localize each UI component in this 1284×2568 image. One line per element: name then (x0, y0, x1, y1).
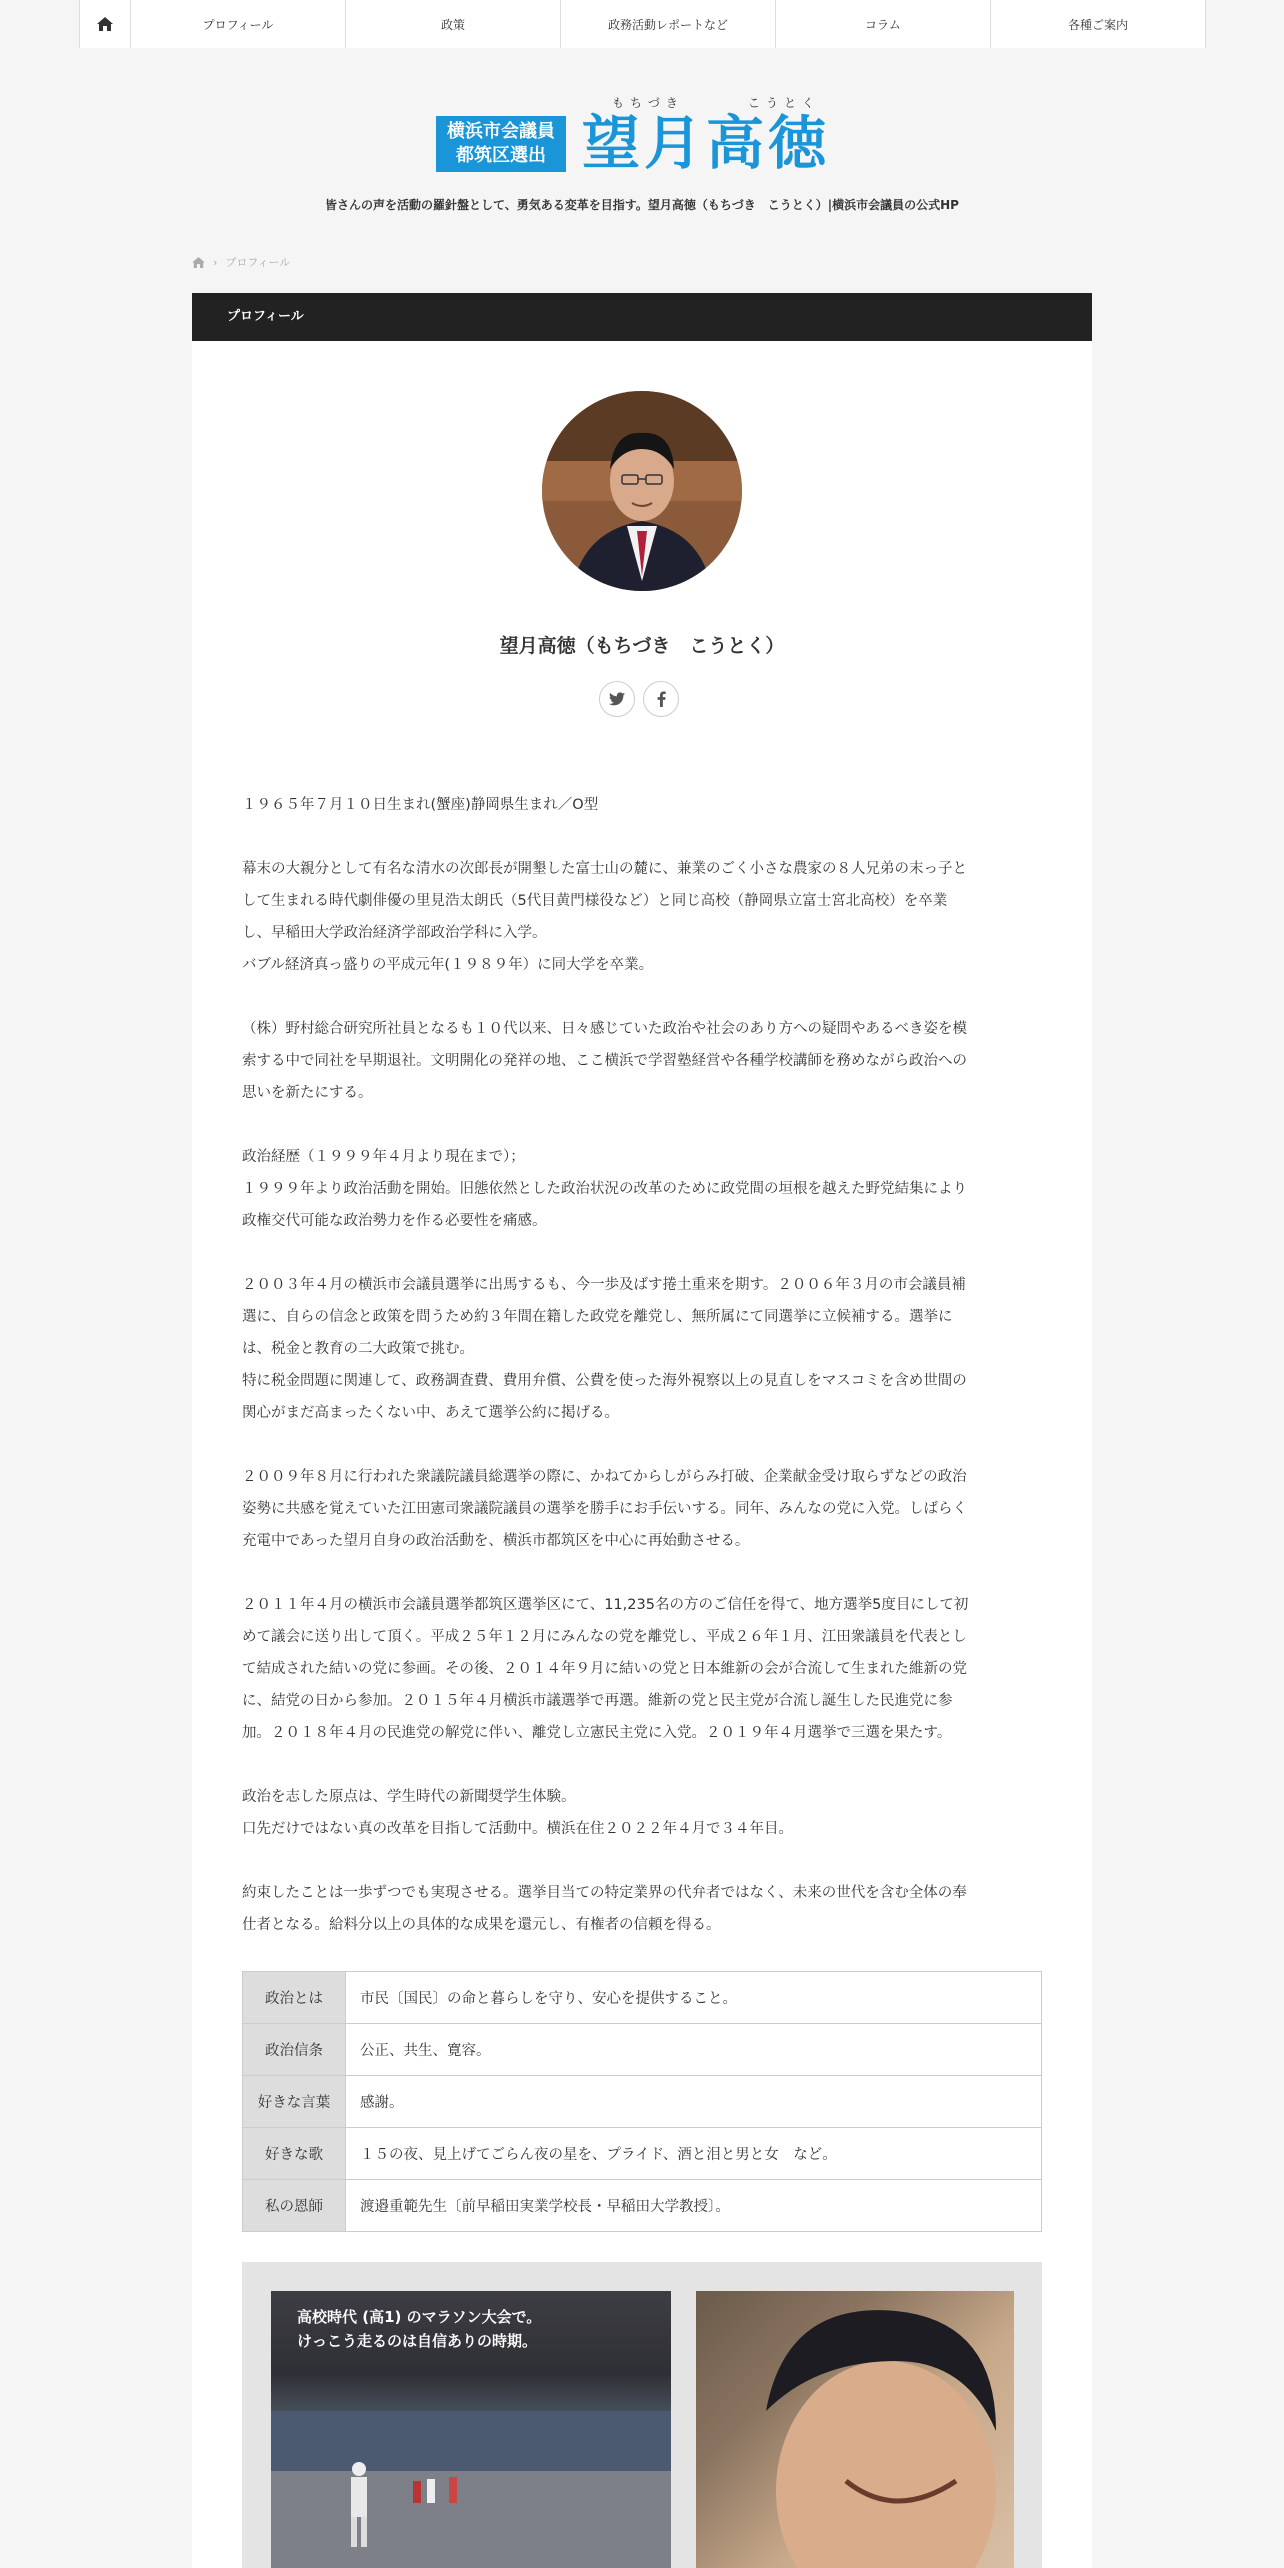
home-button[interactable] (80, 0, 131, 48)
table-key: 好きな言葉 (243, 2076, 346, 2128)
table-key: 好きな歌 (243, 2128, 346, 2180)
site-logo[interactable] (436, 94, 848, 176)
bio-paragraph: ２０１１年４月の横浜市会議員選挙都筑区選挙区にて、11,235名の方のご信任を得て、地方選挙5度目にして初 めて議会に送り出して頂く。平成２５年１２月にみんなの党を離党し、平成２６年１月、江田衆議員を代表とし て結成された結いの党に参画。その後、２０１４年９月に結いの党と日本維新の会が合流して生まれた維新の党 に、結党の日から参加。２０１５年４月横浜市議選挙で再選。維新の党と民主党が合流し誕生した民進党に参 加。２０１８年４月の民進党の解党に伴い、離党し立憲民主党に入党。２０１９年４月選挙で三選を果たす。 (242, 1597, 969, 1741)
photo-gallery (242, 2262, 1042, 2568)
nav-item-column[interactable]: コラム (776, 0, 991, 48)
table-row (243, 2180, 1042, 2232)
nav-item-reports[interactable]: 政務活動レポートなど (561, 0, 776, 48)
logo-ruby-family: もちづき (612, 96, 684, 110)
table-value: 渡邉重範先生〔前早稲田実業学校長・早稲田大学教授〕。 (346, 2180, 1042, 2232)
table-key: 政治信条 (243, 2024, 346, 2076)
table-row (243, 2128, 1042, 2180)
nav-item-guide[interactable]: 各種ご案内 (991, 0, 1206, 48)
table-value: 感謝。 (346, 2076, 1042, 2128)
photo-caption-line2: けっこう走るのは自信ありの時期。 (297, 2332, 538, 2350)
bio-paragraph: 政治経歴（１９９９年４月より現在まで）； １９９９年より政治活動を開始。旧態依然とした政治状況の改革のために政党間の垣根を越えた野党結集により 政権交代可能な政治勢力を作る必要性を痛感。 (242, 1149, 967, 1229)
home-icon[interactable] (192, 257, 205, 268)
nav-bar (79, 0, 1206, 48)
nav-item-profile[interactable]: プロフィール (131, 0, 346, 48)
marathon-photo (271, 2291, 671, 2568)
top-navigation (0, 0, 1284, 48)
logo-badge-line1: 横浜市会議員 (447, 121, 555, 142)
breadcrumb-current: プロフィール (225, 256, 291, 269)
site-tagline: 皆さんの声を活動の羅針盤として、勇気ある変革を目指す。望月高徳（もちづき こうとく）|横浜市会議員の公式HP (325, 198, 959, 212)
photo-caption-line1: 高校時代 (高1) のマラソン大会で。 (297, 2308, 542, 2326)
table-value: 公正、共生、寛容。 (346, 2024, 1042, 2076)
profile-panel (192, 341, 1092, 2568)
bio-paragraph: 約束したことは一歩ずつでも実現させる。選挙目当ての特定業界の代弁者ではなく、未来の世代を含む全体の奉 仕者となる。給料分以上の具体的な成果を還元し、有権者の信頼を得る。 (242, 1885, 967, 1933)
table-key: 私の恩師 (243, 2180, 346, 2232)
facebook-share-button[interactable] (643, 681, 679, 717)
bio-paragraph: ２００９年８月に行われた衆議院議員総選挙の際に、かねてからしがらみ打破、企業献金受け取らずなどの政治 姿勢に共感を覚えていた江田憲司衆議院議員の選挙を勝手にお手伝いする。同年、みんなの党に入党。しばらく 充電中であった望月自身の政治活動を、横浜市都筑区を中心に再始動させる。 (242, 1469, 967, 1549)
bio-paragraph: ２００３年４月の横浜市会議員選挙に出馬するも、今一歩及ばす捲土重来を期す。２００６年３月の市会議員補 選に、自らの信念と政策を問うため約３年間在籍した政党を離党し、無所属にて同選挙に立候補する。選挙に は、税金と教育の二大政策で挑む。 特に税金問題に関連して、政務調査費、費用弁償、公費を使った海外視察以上の見直しをマスコミを含め世間の 関心がまだ高まったくない中、あえて選挙公約に掲げる。 (242, 1277, 967, 1421)
logo-name: 望月高徳 (582, 109, 831, 177)
bio-paragraph: 政治を志した原点は、学生時代の新聞奨学生体験。 口先だけではない真の改革を目指して活動中。横浜在住２０２２年４月で３４年目。 (242, 1789, 793, 1837)
nav-item-policy[interactable]: 政策 (346, 0, 561, 48)
profile-photo (542, 391, 742, 591)
bio-paragraph: 幕末の大親分として有名な清水の次郎長が開墾した富士山の麓に、兼業のごく小さな農家の８人兄弟の末っ子と して生まれる時代劇俳優の里見浩太朗氏（5代目黄門様役など）と同じ高校（静岡県立富士宮北高校）を卒業 し、早稲田大学政治経済学部政治学科に入学。 バブル経済真っ盛りの平成元年(１９８９年）に同大学を卒業。 (242, 861, 967, 973)
facebook-icon (657, 691, 666, 707)
table-row (243, 2024, 1042, 2076)
twitter-icon (609, 692, 625, 706)
logo-badge-line2: 都筑区選出 (456, 145, 546, 166)
table-value: 市民〔国民〕の命と暮らしを守り、安心を提供すること。 (346, 1972, 1042, 2024)
bio-paragraph: １９６５年７月１０日生まれ(蟹座)静岡県生まれ／O型 (242, 797, 599, 813)
logo-badge (436, 116, 566, 172)
breadcrumb (192, 254, 290, 270)
page-heading: プロフィール (192, 293, 1092, 341)
share-buttons (599, 681, 679, 717)
table-value: １５の夜、見上げてごらん夜の星を、プライド、酒と泪と男と女 など。 (346, 2128, 1042, 2180)
profile-table (242, 1971, 1042, 2232)
youth-portrait-photo (696, 2291, 1014, 2568)
home-icon (97, 17, 113, 31)
twitter-share-button[interactable] (599, 681, 635, 717)
profile-name: 望月高徳（もちづき こうとく） (499, 635, 785, 657)
table-key: 政治とは (243, 1972, 346, 2024)
logo-ruby-given: こうとく (748, 96, 821, 110)
table-row (243, 1972, 1042, 2024)
photo-caption (297, 2305, 541, 2353)
biography (242, 789, 1042, 1973)
table-row (243, 2076, 1042, 2128)
bio-paragraph: （株）野村総合研究所社員となるも１０代以来、日々感じていた政治や社会のあり方への疑問やあるべき姿を模 索する中で同社を早期退社。文明開化の発祥の地、ここ横浜で学習塾経営や各種学校講師を務めながら政治への 思いを新たにする。 (242, 1021, 967, 1101)
chevron-right-icon: › (213, 255, 218, 269)
